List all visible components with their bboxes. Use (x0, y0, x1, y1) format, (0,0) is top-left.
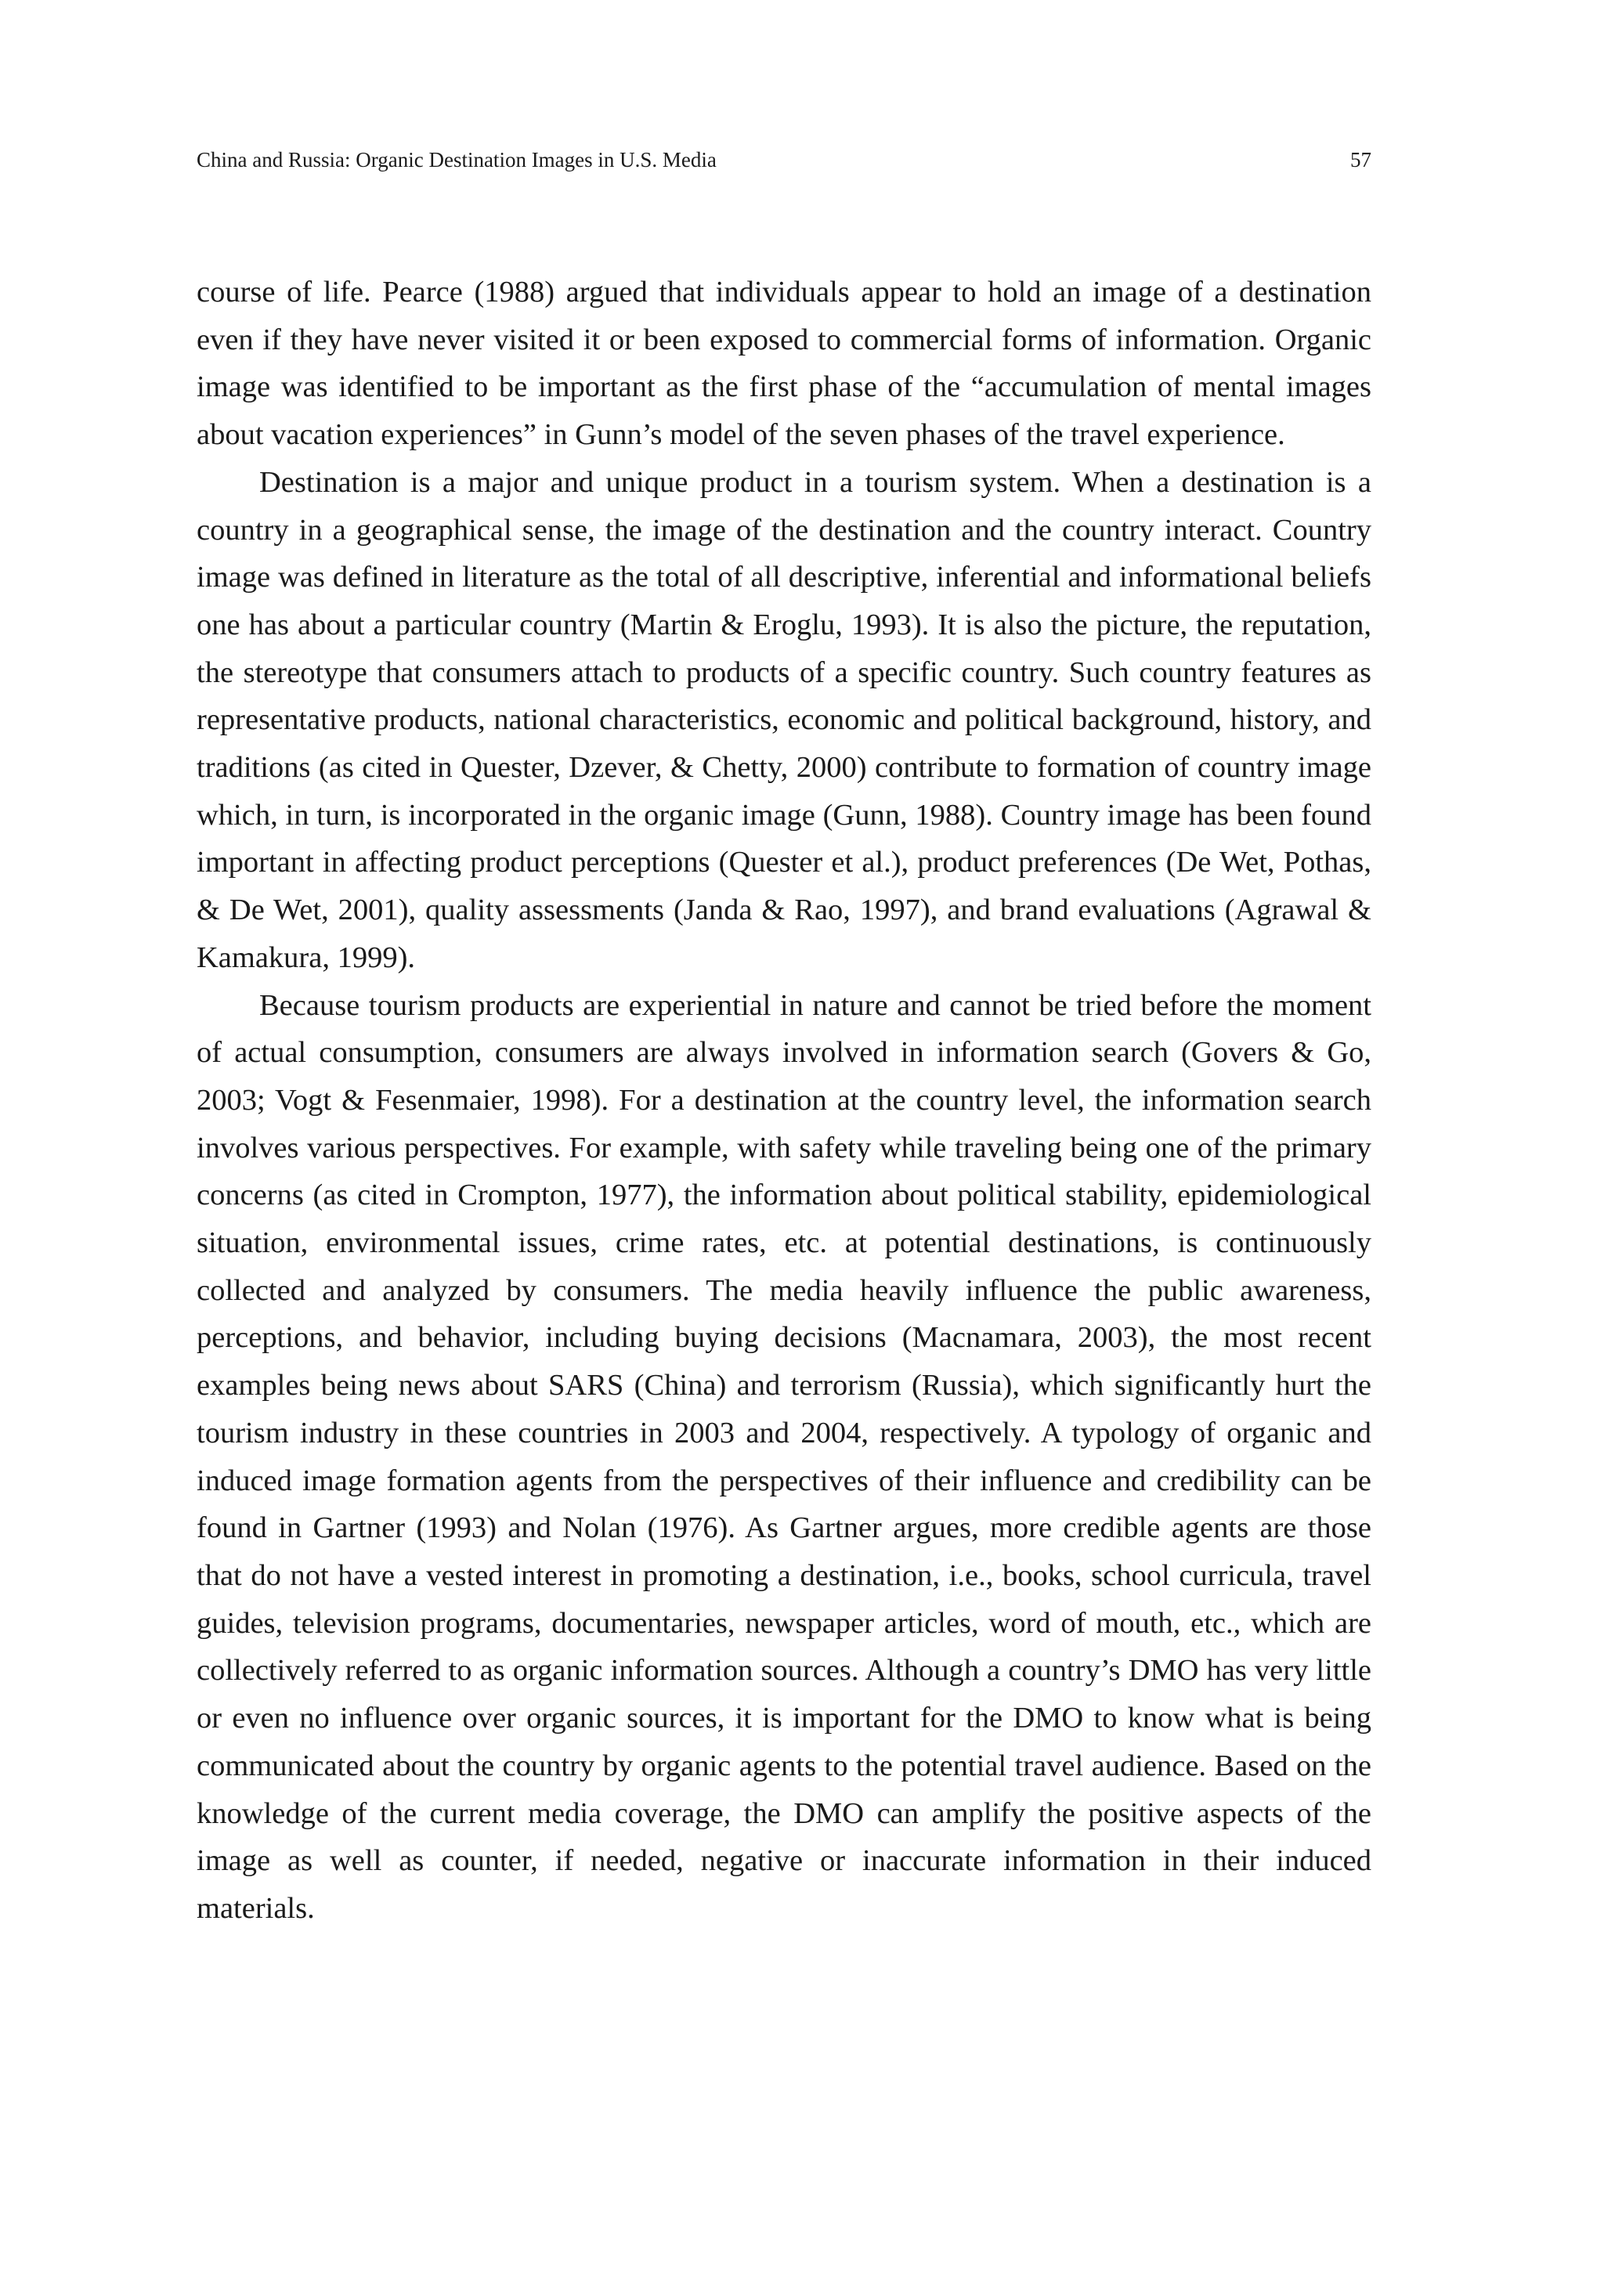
paragraph-2: Destination is a major and unique product in a tourism system. When a destination is a country in a geographical sense, the image of the destination and the country interact. Country image was defined in literature as the total of all descriptive, inferential and informational beliefs one has about a particular country (Martin & Eroglu, 1993). It is also the picture, the reputation, the stereotype that consumers attach to products of a specific country. Such country features as representative products, national characteristics, economic and political background, history, and traditions (as cited in Quester, Dzever, & Chetty, 2000) contribute to formation of country image which, in turn, is incorporated in the organic image (Gunn, 1988). Country image has been found important in affecting product perceptions (Quester et al.), product preferences (De Wet, Pothas, & De Wet, 2001), quality assessments (Janda & Rao, 1997), and brand evaluations (Agrawal & Kamakura, 1999). (197, 465, 1371, 974)
paragraph-3: Because tourism products are experiential in nature and cannot be tried before the moment of actual consumption, consumers are always involved in information search (Govers & Go, 2003; Vogt & Fesenmaier, 1998). For a destination at the country level, the information search involves various perspectives. For example, with safety while traveling being one of the primary concerns (as cited in Crompton, 1977), the information about political stability, epidemiological situation, environmental issues, crime rates, etc. at potential destinations, is continuously collected and analyzed by consumers. The media heavily influence the public awareness, perceptions, and behavior, including buying decisions (Macnamara, 2003), the most recent examples being news about SARS (China) and terrorism (Russia), which significantly hurt the tourism industry in these countries in 2003 and 2004, respectively. A typology of organic and induced image formation agents from the perspectives of their influence and credibility can be found in Gartner (1993) and Nolan (1976). As Gartner argues, more credible agents are those that do not have a vested interest in promoting a destination, i.e., books, school curricula, travel guides, television programs, documentaries, newspaper articles, word of mouth, etc., which are collectively referred to as organic information sources. Although a country’s DMO has very little or even no influence over organic sources, it is important for the DMO to know what is being communicated about the country by organic agents to the potential travel audience. Based on the knowledge of the current media coverage, the DMO can amplify the positive aspects of the image as well as counter, if needed, negative or inaccurate information in their induced materials. (197, 988, 1371, 1925)
body-text (197, 269, 1371, 1933)
running-head (197, 144, 1371, 175)
paragraph-1: course of life. Pearce (1988) argued that individuals appear to hold an image of a destination even if they have never visited it or been exposed to commercial forms of information. Organic image was identified to be important as the first phase of the “accumulation of mental images about vacation experiences” in Gunn’s model of the seven phases of the travel experience. (197, 276, 1371, 452)
running-title: China and Russia: Organic Destination Images in U.S. Media (197, 148, 717, 171)
page-number: 57 (1350, 148, 1371, 171)
